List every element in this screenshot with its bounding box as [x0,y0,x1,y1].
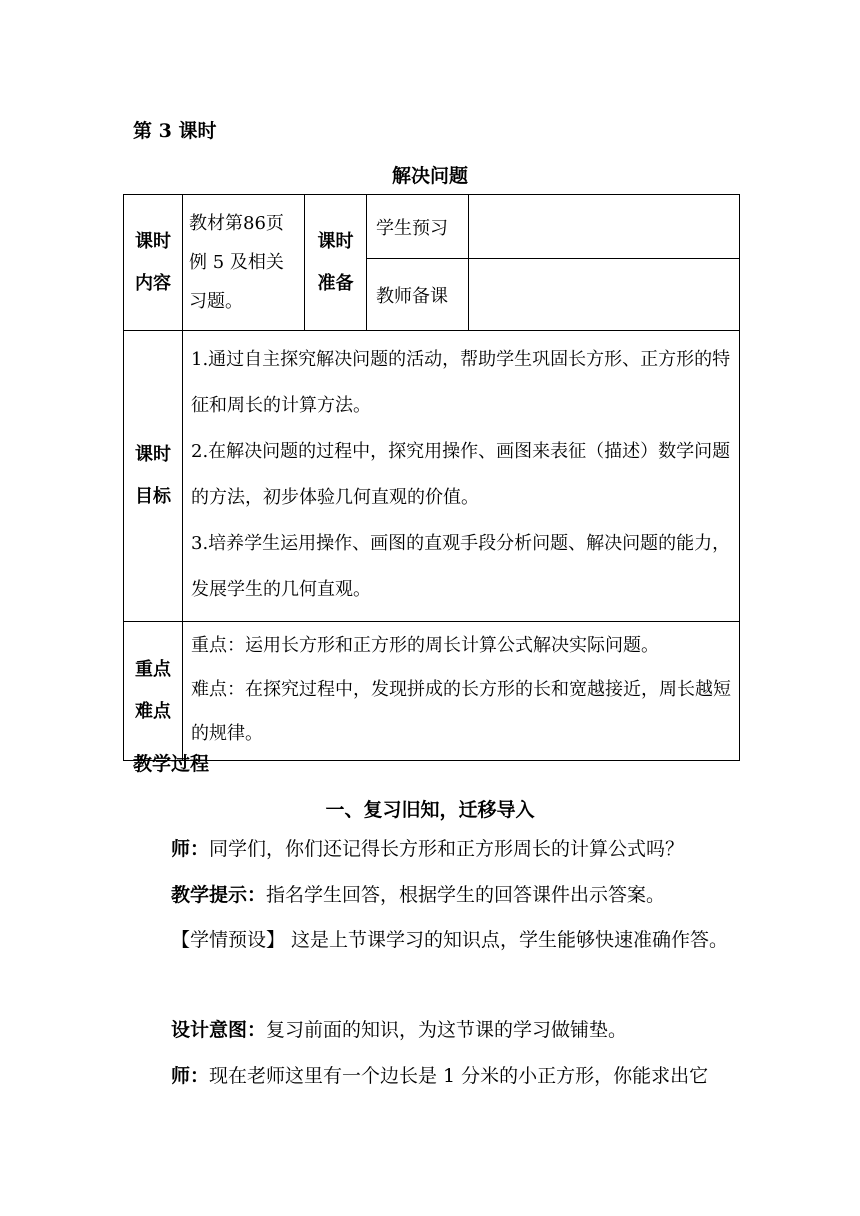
lesson-number: 第 3 课时 [133,120,217,142]
paragraph [133,827,733,872]
teacher-prep-label: 教师备课 [367,259,469,331]
hint-label: 教学提示： [171,884,267,906]
teacher-prep-value [469,259,740,331]
paragraph-text: 这是上节课学习的知识点，学生能够快速准确作答。 [285,929,729,951]
paragraph-text: 现在老师这里有一个边长是 1 分米的小正方形，你能求出它 [209,1065,709,1087]
design-intent-label: 设计意图： [171,1019,267,1041]
student-prep-value [469,195,740,259]
paragraph [133,1054,733,1099]
content-label-cell [124,195,183,331]
content-text-cell [183,195,305,331]
key-label: 重点难点 [135,659,171,722]
key-label-cell [124,622,183,761]
goals-cell [183,331,740,622]
paragraph [133,1008,733,1053]
content-label: 课时内容 [135,230,171,294]
key-point: 重点：运用长方形和正方形的周长计算公式解决实际问题。 [191,635,659,656]
goals-label-cell [124,331,183,622]
speaker-label: 师： [171,1065,210,1087]
goal-item: 1.通过自主探究解决问题的活动，帮助学生巩固长方形、正方形的特征和周长的计算方法。 [191,349,731,416]
paragraph [133,873,733,918]
difficult-point: 难点：在探究过程中，发现拼成的长方形的长和宽越接近，周长越短的规律。 [191,679,731,744]
goal-item: 2.在解决问题的过程中，探究用操作、画图来表征（描述）数学问题的方法，初步体验几何直观的价值。 [191,441,731,508]
goals-label: 课时目标 [135,444,171,507]
paragraph [133,918,733,963]
preset-label: 【学情预设】 [171,929,286,951]
student-prep-label: 学生预习 [367,195,469,259]
speaker-label: 师： [171,838,210,860]
content-text: 教材第86页例 5 及相关习题。 [189,213,284,312]
process-label: 教学过程 [133,753,210,775]
key-cell [183,622,740,761]
paragraph-text: 复习前面的知识，为这节课的学习做铺垫。 [266,1019,628,1041]
page-title: 解决问题 [391,165,468,187]
paragraph-text: 指名学生回答，根据学生的回答课件出示答案。 [266,884,666,906]
paragraph-text: 同学们，你们还记得长方形和正方形周长的计算公式吗？ [209,838,685,860]
prep-label: 课时准备 [317,230,354,294]
lesson-info-table [123,194,740,761]
section-title: 一、复习旧知，迁移导入 [325,799,535,821]
goal-item: 3.培养学生运用操作、画图的直观手段分析问题、解决问题的能力，发展学生的几何直观。 [191,533,731,600]
prep-label-cell [305,195,367,331]
